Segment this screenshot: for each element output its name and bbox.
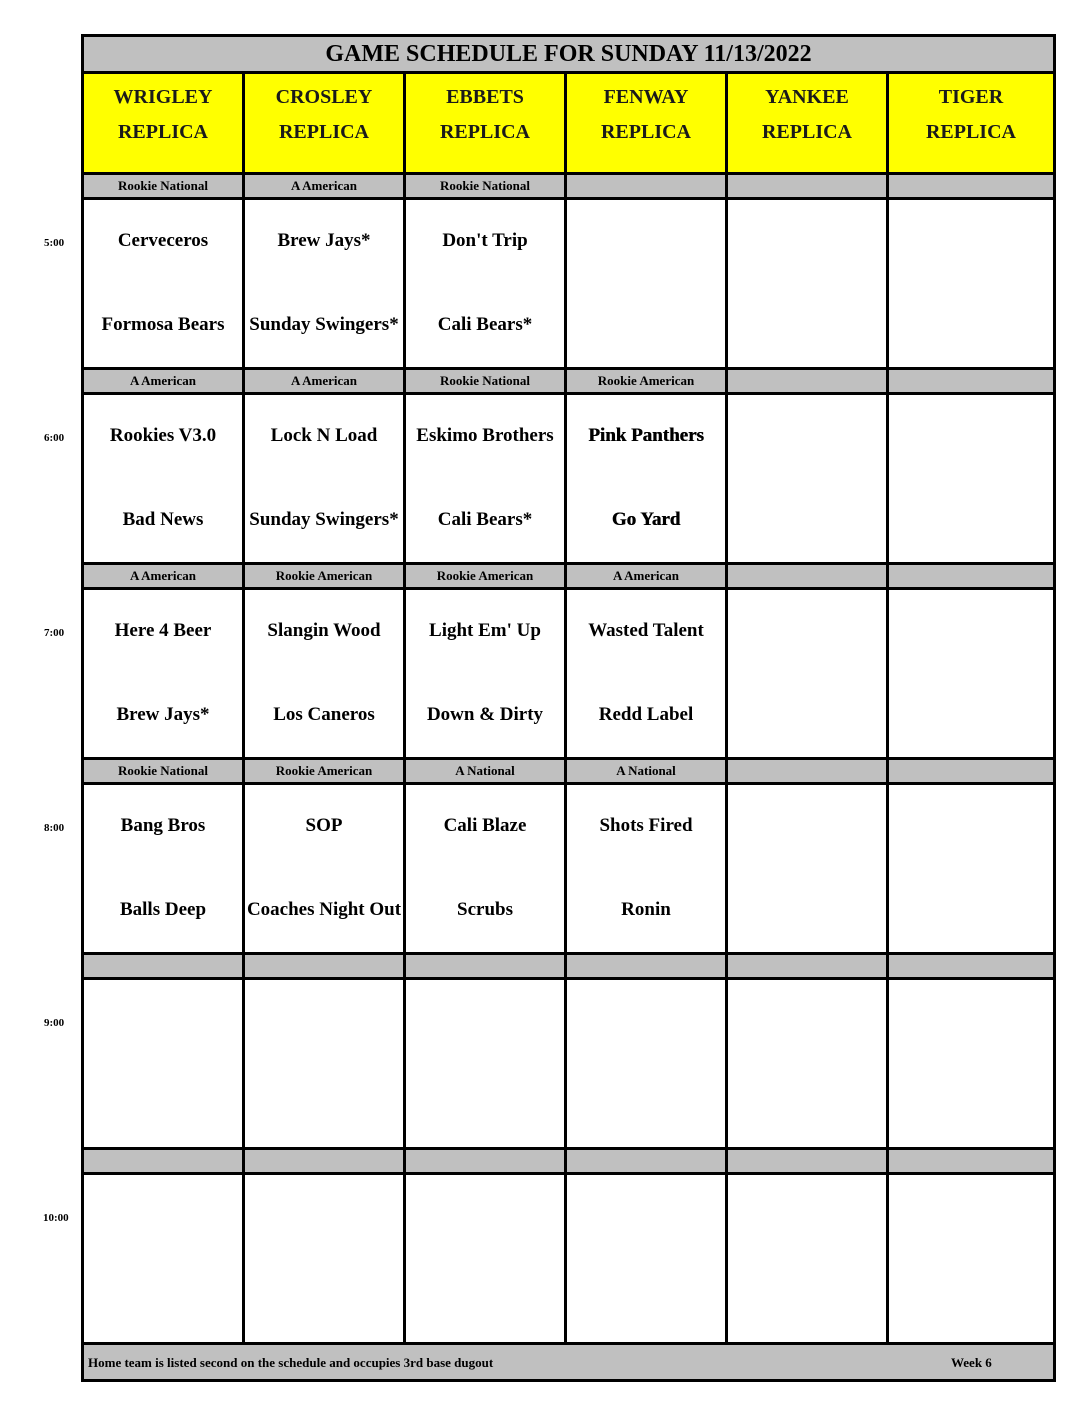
game-cell: [245, 980, 406, 1147]
away-team: SOP: [305, 815, 343, 836]
division-label: [889, 955, 1053, 977]
division-label: [406, 955, 567, 977]
division-label: A National: [406, 760, 567, 782]
division-label: Rookie National: [406, 175, 567, 197]
division-label: Rookie American: [406, 565, 567, 587]
schedule-title: GAME SCHEDULE FOR SUNDAY 11/13/2022: [84, 37, 1053, 74]
division-label: [889, 760, 1053, 782]
time-label: 10:00: [43, 1212, 69, 1224]
field-sub: REPLICA: [439, 121, 530, 143]
division-label: [245, 1150, 406, 1172]
field-name: EBBETS: [446, 86, 524, 108]
game-cell: [728, 200, 889, 367]
division-label: [728, 955, 889, 977]
division-label: [567, 1150, 728, 1172]
home-team: Down & Dirty: [426, 704, 544, 725]
game-cell: [84, 200, 245, 367]
division-row: [84, 760, 1053, 785]
division-row: [84, 175, 1053, 200]
game-cell: [84, 590, 245, 757]
field-sub: REPLICA: [600, 121, 691, 143]
home-team: Balls Deep: [119, 899, 207, 920]
division-label: [406, 1150, 567, 1172]
field-sub: REPLICA: [761, 121, 852, 143]
game-cell: [567, 1175, 728, 1342]
division-label: [567, 955, 728, 977]
time-label: 8:00: [44, 822, 65, 834]
game-cell: [728, 590, 889, 757]
away-team: Cerveceros: [117, 230, 209, 251]
division-row: [84, 1150, 1053, 1175]
away-team: Brew Jays*: [277, 230, 371, 251]
schedule-footer: [84, 1345, 1053, 1379]
division-label: Rookie National: [406, 370, 567, 392]
schedule-sheet: [81, 34, 1056, 1382]
game-cell: [406, 395, 567, 562]
field-name: CROSLEY: [275, 86, 373, 108]
division-label: A National: [567, 760, 728, 782]
game-cell: [84, 980, 245, 1147]
game-row: [84, 590, 1053, 760]
away-team: Bang Bros: [120, 815, 206, 836]
game-cell: [889, 200, 1053, 367]
division-label: [728, 175, 889, 197]
division-label: A American: [84, 370, 245, 392]
division-label: Rookie American: [245, 760, 406, 782]
game-cell: [889, 1175, 1053, 1342]
division-label: Rookie American: [245, 565, 406, 587]
game-cell: [567, 980, 728, 1147]
away-team: Cali Blaze: [443, 815, 527, 836]
game-row: [84, 200, 1053, 370]
division-label: [889, 1150, 1053, 1172]
division-label: [84, 1150, 245, 1172]
away-team: Slangin Wood: [267, 620, 381, 641]
division-label: [728, 370, 889, 392]
field-header-fenway: [567, 74, 728, 172]
game-cell: [245, 395, 406, 562]
home-team: Brew Jays*: [116, 704, 210, 725]
home-team-note: Home team is listed second on the schedule and occupies 3rd base dugout: [88, 1355, 494, 1370]
home-team: Ronin: [621, 899, 671, 920]
division-label: [889, 175, 1053, 197]
game-cell: [728, 980, 889, 1147]
division-label: [728, 1150, 889, 1172]
division-row: [84, 370, 1053, 395]
time-label: 6:00: [44, 432, 65, 444]
division-label: [728, 565, 889, 587]
field-header-crosley: [245, 74, 406, 172]
game-cell: [728, 785, 889, 952]
field-name: WRIGLEY: [113, 86, 213, 108]
home-team: Coaches Night Out: [246, 899, 402, 920]
game-cell: [889, 785, 1053, 952]
field-sub: REPLICA: [278, 121, 369, 143]
game-cell: [245, 590, 406, 757]
field-header-yankee: [728, 74, 889, 172]
game-row: [84, 1175, 1053, 1345]
game-cell: [406, 1175, 567, 1342]
away-team: Rookies V3.0: [109, 425, 217, 446]
division-label: [567, 175, 728, 197]
field-header-ebbets: [406, 74, 567, 172]
division-row: [84, 955, 1053, 980]
field-name: TIGER: [938, 86, 1004, 108]
division-label: A American: [245, 370, 406, 392]
division-label: [728, 760, 889, 782]
game-cell: [889, 980, 1053, 1147]
division-label: A American: [567, 565, 728, 587]
division-label: A American: [245, 175, 406, 197]
game-cell: [728, 395, 889, 562]
game-cell: [567, 785, 728, 952]
game-cell: [406, 785, 567, 952]
home-team: Cali Bears*: [437, 314, 533, 335]
division-label: [889, 565, 1053, 587]
division-label: Rookie National: [84, 760, 245, 782]
game-cell: [567, 590, 728, 757]
game-cell: [728, 1175, 889, 1342]
game-cell: [406, 200, 567, 367]
home-team: Cali Bears*: [437, 509, 533, 530]
home-team: Sunday Swingers*: [249, 314, 399, 335]
game-cell: [245, 200, 406, 367]
division-row: [84, 565, 1053, 590]
division-label: [889, 370, 1053, 392]
time-label: 5:00: [44, 237, 65, 249]
game-cell: [84, 1175, 245, 1342]
home-team: Bad News: [122, 509, 204, 530]
field-sub: REPLICA: [925, 121, 1016, 143]
game-cell: [245, 785, 406, 952]
home-team: Los Caneros: [273, 704, 375, 725]
game-row: [84, 395, 1053, 565]
game-cell: [84, 395, 245, 562]
game-row: [84, 980, 1053, 1150]
game-cell: [889, 395, 1053, 562]
division-label: [84, 955, 245, 977]
home-team: Sunday Swingers*: [249, 509, 399, 530]
division-label: [245, 955, 406, 977]
field-sub: REPLICA: [117, 121, 208, 143]
field-name: YANKEE: [765, 86, 849, 108]
field-name: FENWAY: [603, 86, 689, 108]
away-team: Lock N Load: [270, 425, 378, 446]
game-cell: [406, 980, 567, 1147]
game-cell: [567, 200, 728, 367]
division-label: Rookie American: [567, 370, 728, 392]
time-label: 7:00: [44, 627, 65, 639]
time-slots: [84, 175, 1053, 1345]
game-cell: [84, 785, 245, 952]
game-cell: [567, 395, 728, 562]
away-team: Eskimo Brothers: [416, 425, 554, 446]
division-label: Rookie National: [84, 175, 245, 197]
game-cell: [406, 590, 567, 757]
game-row: [84, 785, 1053, 955]
away-team: Light Em' Up: [429, 620, 541, 641]
away-team: Pink Panthers: [588, 425, 704, 446]
home-team: Redd Label: [598, 704, 694, 725]
away-team: Don't Trip: [442, 230, 528, 251]
field-header-tiger: [889, 74, 1053, 172]
home-team: Scrubs: [457, 899, 513, 920]
game-cell: [245, 1175, 406, 1342]
time-label: 9:00: [44, 1017, 65, 1029]
division-label: A American: [84, 565, 245, 587]
home-team: Go Yard: [611, 509, 681, 530]
field-header-wrigley: [84, 74, 245, 172]
game-cell: [889, 590, 1053, 757]
away-team: Here 4 Beer: [114, 620, 212, 641]
away-team: Wasted Talent: [588, 620, 704, 641]
field-header-row: [84, 74, 1053, 175]
away-team: Shots Fired: [599, 815, 693, 836]
home-team: Formosa Bears: [101, 314, 225, 335]
week-label: Week 6: [951, 1355, 992, 1370]
